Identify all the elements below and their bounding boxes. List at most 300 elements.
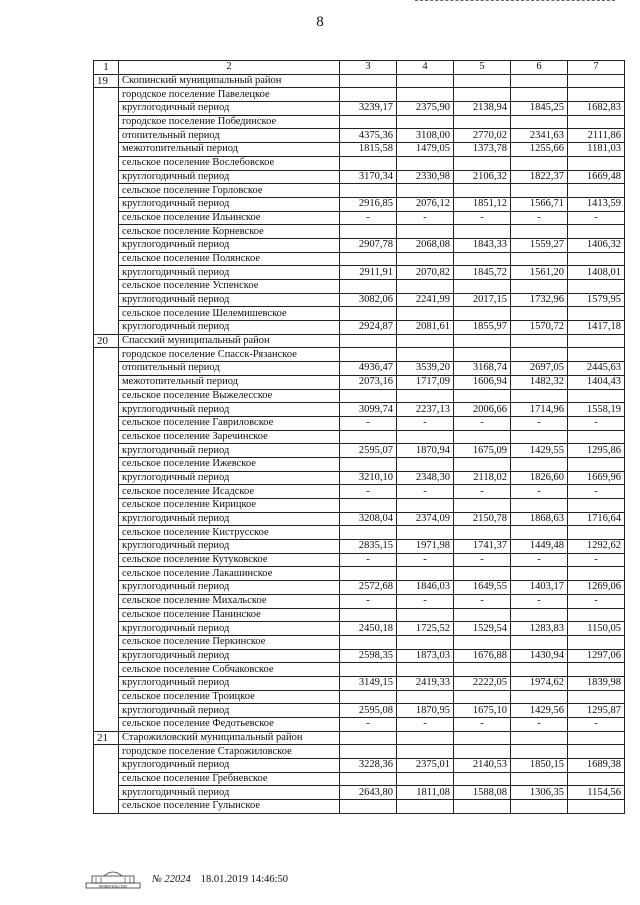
value-cell <box>454 608 511 622</box>
value-cell: - <box>454 594 511 608</box>
value-cell <box>568 88 625 102</box>
value-cell <box>568 156 625 170</box>
value-cell: 2375,90 <box>397 102 454 116</box>
value-cell <box>397 115 454 129</box>
value-cell <box>340 389 397 403</box>
value-cell: 3099,74 <box>340 403 397 417</box>
value-cell <box>511 252 568 266</box>
value-cell: 3108,00 <box>397 129 454 143</box>
row-name-cell: сельское поселение Кирицкое <box>119 499 340 513</box>
table-row-period <box>94 293 625 307</box>
value-cell <box>397 184 454 198</box>
row-name-cell: сельское поселение Михальское <box>119 594 340 608</box>
value-cell: 2835,15 <box>340 540 397 554</box>
row-name-cell: сельское поселение Перкинское <box>119 635 340 649</box>
table-row-period <box>94 266 625 280</box>
value-cell <box>454 74 511 88</box>
row-name-cell: городское поселение Павелецкое <box>119 88 340 102</box>
value-cell: 1716,64 <box>568 512 625 526</box>
value-cell <box>511 115 568 129</box>
row-number-cell <box>94 238 119 252</box>
value-cell: - <box>568 553 625 567</box>
value-cell <box>454 457 511 471</box>
value-cell: 1851,12 <box>454 197 511 211</box>
table-row-settlement <box>94 389 625 403</box>
row-name-cell: круглогодичный период <box>119 444 340 458</box>
row-name-cell: межотопительный период <box>119 143 340 157</box>
value-cell: 1649,55 <box>454 581 511 595</box>
table-row-settlement <box>94 280 625 294</box>
table-row-period <box>94 211 625 225</box>
row-name-cell: круглогодичный период <box>119 403 340 417</box>
value-cell: 1839,98 <box>568 676 625 690</box>
row-name-cell: межотопительный период <box>119 375 340 389</box>
value-cell: 1255,66 <box>511 143 568 157</box>
row-name-cell: городское поселение Спасск-Рязанское <box>119 348 340 362</box>
row-number-cell <box>94 293 119 307</box>
value-cell: 2006,66 <box>454 403 511 417</box>
value-cell <box>568 115 625 129</box>
row-number-cell <box>94 321 119 335</box>
value-cell: 1689,38 <box>568 759 625 773</box>
row-name-cell: сельское поселение Ижевское <box>119 457 340 471</box>
row-name-cell: Скопинский муниципальный район <box>119 74 340 88</box>
table-row-period <box>94 676 625 690</box>
value-cell: 1413,59 <box>568 197 625 211</box>
value-cell <box>340 526 397 540</box>
page-number: 8 <box>316 14 324 30</box>
table-body <box>94 74 625 813</box>
value-cell: - <box>397 485 454 499</box>
value-cell <box>568 225 625 239</box>
row-number-cell <box>94 594 119 608</box>
value-cell: 2770,02 <box>454 129 511 143</box>
value-cell <box>397 772 454 786</box>
row-number-cell <box>94 540 119 554</box>
value-cell: - <box>511 594 568 608</box>
value-cell: 4936,47 <box>340 362 397 376</box>
value-cell: 2138,94 <box>454 102 511 116</box>
value-cell: 1676,88 <box>454 649 511 663</box>
row-number-cell <box>94 170 119 184</box>
table-row-period <box>94 759 625 773</box>
row-number-cell <box>94 348 119 362</box>
value-cell <box>340 690 397 704</box>
value-cell: - <box>340 594 397 608</box>
row-name-cell: сельское поселение Гребневское <box>119 772 340 786</box>
table-row-settlement <box>94 745 625 759</box>
government-building-logo <box>84 868 142 890</box>
value-cell: 2073,16 <box>340 375 397 389</box>
value-cell: 2911,91 <box>340 266 397 280</box>
value-cell <box>454 280 511 294</box>
row-name-cell: круглогодичный период <box>119 649 340 663</box>
value-cell <box>511 663 568 677</box>
row-number-cell: 21 <box>94 731 119 745</box>
value-cell <box>454 567 511 581</box>
value-cell: 1154,56 <box>568 786 625 800</box>
value-cell: 1150,05 <box>568 622 625 636</box>
value-cell <box>568 690 625 704</box>
value-cell <box>340 225 397 239</box>
value-cell: 2419,33 <box>397 676 454 690</box>
value-cell <box>568 307 625 321</box>
row-name-cell: сельское поселение Гавриловское <box>119 416 340 430</box>
value-cell <box>454 156 511 170</box>
value-cell <box>340 252 397 266</box>
row-name-cell: круглогодичный период <box>119 321 340 335</box>
value-cell <box>454 663 511 677</box>
row-number-cell <box>94 389 119 403</box>
row-number-cell <box>94 718 119 732</box>
row-name-cell: круглогодичный период <box>119 512 340 526</box>
value-cell: 1855,97 <box>454 321 511 335</box>
footer <box>84 868 288 890</box>
value-cell: 4375,36 <box>340 129 397 143</box>
table-row-period <box>94 553 625 567</box>
value-cell: 2017,15 <box>454 293 511 307</box>
row-name-cell: отопительный период <box>119 362 340 376</box>
table-row-settlement <box>94 772 625 786</box>
value-cell: 3210,10 <box>340 471 397 485</box>
value-cell <box>511 635 568 649</box>
row-number-cell <box>94 772 119 786</box>
value-cell <box>454 307 511 321</box>
value-cell <box>511 156 568 170</box>
value-cell <box>511 74 568 88</box>
value-cell: 1846,03 <box>397 581 454 595</box>
value-cell <box>511 499 568 513</box>
value-cell <box>397 731 454 745</box>
value-cell: 1822,37 <box>511 170 568 184</box>
value-cell <box>568 635 625 649</box>
value-cell <box>397 307 454 321</box>
table-row-period <box>94 622 625 636</box>
table-row-period <box>94 704 625 718</box>
table-row-period <box>94 786 625 800</box>
value-cell: 1606,94 <box>454 375 511 389</box>
value-cell: - <box>340 211 397 225</box>
row-number-cell <box>94 307 119 321</box>
value-cell <box>340 115 397 129</box>
row-name-cell: круглогодичный период <box>119 581 340 595</box>
value-cell: 1295,87 <box>568 704 625 718</box>
value-cell: 3239,17 <box>340 102 397 116</box>
value-cell: 2111,86 <box>568 129 625 143</box>
row-name-cell: сельское поселение Заречинское <box>119 430 340 444</box>
table-row-period <box>94 540 625 554</box>
value-cell: 1870,94 <box>397 444 454 458</box>
row-name-cell: круглогодичный период <box>119 759 340 773</box>
table-row-period <box>94 649 625 663</box>
value-cell: 1406,32 <box>568 238 625 252</box>
value-cell <box>397 663 454 677</box>
value-cell <box>340 184 397 198</box>
value-cell: 1675,10 <box>454 704 511 718</box>
row-name-cell: сельское поселение Троицкое <box>119 690 340 704</box>
row-name-cell: круглогодичный период <box>119 102 340 116</box>
row-name-cell: сельское поселение Исадское <box>119 485 340 499</box>
scan-edge-mark <box>415 0 615 7</box>
value-cell <box>340 800 397 814</box>
row-name-cell: Спасский муниципальный район <box>119 334 340 348</box>
value-cell: 1588,08 <box>454 786 511 800</box>
value-cell <box>397 389 454 403</box>
row-number-cell <box>94 745 119 759</box>
value-cell: 1732,96 <box>511 293 568 307</box>
value-cell: 1283,83 <box>511 622 568 636</box>
value-cell: 1974,62 <box>511 676 568 690</box>
value-cell <box>397 430 454 444</box>
row-number-cell <box>94 567 119 581</box>
value-cell <box>397 499 454 513</box>
row-name-cell: круглогодичный период <box>119 266 340 280</box>
table-row-settlement <box>94 348 625 362</box>
value-cell <box>568 457 625 471</box>
value-cell: 1373,78 <box>454 143 511 157</box>
row-name-cell: круглогодичный период <box>119 197 340 211</box>
value-cell: 2118,02 <box>454 471 511 485</box>
value-cell: 1529,54 <box>454 622 511 636</box>
row-number-cell <box>94 512 119 526</box>
value-cell <box>568 800 625 814</box>
value-cell <box>397 690 454 704</box>
value-cell <box>568 74 625 88</box>
table-row-period <box>94 197 625 211</box>
value-cell: 2068,08 <box>397 238 454 252</box>
value-cell: 1868,63 <box>511 512 568 526</box>
row-number-cell <box>94 800 119 814</box>
value-cell: 3082,06 <box>340 293 397 307</box>
value-cell <box>511 745 568 759</box>
value-cell <box>454 184 511 198</box>
row-number-cell: 19 <box>94 74 119 88</box>
value-cell: 1579,95 <box>568 293 625 307</box>
value-cell: 1269,06 <box>568 581 625 595</box>
table-row-settlement <box>94 307 625 321</box>
table-row-settlement <box>94 115 625 129</box>
value-cell: 1417,18 <box>568 321 625 335</box>
row-name-cell: сельское поселение Кутуковское <box>119 553 340 567</box>
value-cell <box>511 526 568 540</box>
row-name-cell: сельское поселение Собчаковское <box>119 663 340 677</box>
value-cell <box>397 348 454 362</box>
value-cell: 2140,53 <box>454 759 511 773</box>
table-row-settlement <box>94 156 625 170</box>
value-cell: 1292,62 <box>568 540 625 554</box>
value-cell: 1826,60 <box>511 471 568 485</box>
value-cell <box>340 74 397 88</box>
row-number-cell <box>94 184 119 198</box>
table-row-period <box>94 362 625 376</box>
value-cell <box>511 772 568 786</box>
value-cell <box>340 635 397 649</box>
value-cell <box>397 252 454 266</box>
value-cell: 1850,15 <box>511 759 568 773</box>
value-cell: 2375,01 <box>397 759 454 773</box>
value-cell <box>511 184 568 198</box>
value-cell <box>397 225 454 239</box>
value-cell <box>568 348 625 362</box>
value-cell: 1669,96 <box>568 471 625 485</box>
value-cell <box>397 800 454 814</box>
row-number-cell <box>94 526 119 540</box>
value-cell: 1306,35 <box>511 786 568 800</box>
row-number-cell <box>94 88 119 102</box>
row-name-cell: городское поселение Старожиловское <box>119 745 340 759</box>
value-cell <box>454 88 511 102</box>
table-row-period <box>94 129 625 143</box>
value-cell: - <box>511 553 568 567</box>
value-cell <box>397 526 454 540</box>
value-cell <box>340 348 397 362</box>
value-cell <box>340 745 397 759</box>
row-number-cell <box>94 759 119 773</box>
value-cell: - <box>397 553 454 567</box>
row-name-cell: сельское поселение Полянское <box>119 252 340 266</box>
row-number-cell <box>94 430 119 444</box>
row-number-cell <box>94 102 119 116</box>
value-cell <box>454 690 511 704</box>
value-cell: 2572,68 <box>340 581 397 595</box>
table-row-settlement <box>94 690 625 704</box>
row-number-cell <box>94 129 119 143</box>
row-number-cell <box>94 266 119 280</box>
row-number-cell <box>94 457 119 471</box>
value-cell: - <box>397 594 454 608</box>
value-cell: 1669,48 <box>568 170 625 184</box>
row-number-cell: 20 <box>94 334 119 348</box>
row-name-cell: сельское поселение Лакашинское <box>119 567 340 581</box>
value-cell: 2445,63 <box>568 362 625 376</box>
value-cell <box>340 731 397 745</box>
row-number-cell <box>94 676 119 690</box>
row-number-cell <box>94 786 119 800</box>
value-cell: - <box>511 718 568 732</box>
row-number-cell <box>94 581 119 595</box>
value-cell <box>568 663 625 677</box>
value-cell: 1408,01 <box>568 266 625 280</box>
value-cell <box>568 334 625 348</box>
value-cell: - <box>454 553 511 567</box>
value-cell: - <box>454 485 511 499</box>
value-cell: 1561,20 <box>511 266 568 280</box>
header-cell: 2 <box>119 61 340 75</box>
value-cell: - <box>568 594 625 608</box>
table-row-settlement <box>94 252 625 266</box>
row-number-cell <box>94 485 119 499</box>
value-cell <box>568 772 625 786</box>
table-row-settlement <box>94 499 625 513</box>
value-cell: - <box>397 211 454 225</box>
value-cell: - <box>340 485 397 499</box>
value-cell: 1429,55 <box>511 444 568 458</box>
value-cell: 3168,74 <box>454 362 511 376</box>
value-cell: 2916,85 <box>340 197 397 211</box>
value-cell <box>340 608 397 622</box>
tariff-table <box>93 60 625 814</box>
value-cell <box>568 567 625 581</box>
value-cell: 2081,61 <box>397 321 454 335</box>
value-cell <box>568 280 625 294</box>
row-number-cell <box>94 663 119 677</box>
value-cell: 1429,56 <box>511 704 568 718</box>
row-name-cell: круглогодичный период <box>119 170 340 184</box>
value-cell: - <box>397 416 454 430</box>
row-name-cell: городское поселение Побединское <box>119 115 340 129</box>
value-cell: 1843,33 <box>454 238 511 252</box>
row-name-cell: сельское поселение Корневское <box>119 225 340 239</box>
value-cell: - <box>454 416 511 430</box>
value-cell: 2241,99 <box>397 293 454 307</box>
value-cell: 1717,09 <box>397 375 454 389</box>
value-cell: - <box>454 718 511 732</box>
value-cell: 1815,58 <box>340 143 397 157</box>
row-number-cell <box>94 690 119 704</box>
value-cell <box>340 499 397 513</box>
value-cell <box>340 334 397 348</box>
row-name-cell: сельское поселение Гулынское <box>119 800 340 814</box>
value-cell: - <box>397 718 454 732</box>
value-cell: 2237,13 <box>397 403 454 417</box>
value-cell <box>454 731 511 745</box>
table-row-period <box>94 512 625 526</box>
row-number-cell <box>94 156 119 170</box>
row-number-cell <box>94 416 119 430</box>
value-cell: 1181,03 <box>568 143 625 157</box>
header-cell: 6 <box>511 61 568 75</box>
table-row-settlement <box>94 526 625 540</box>
value-cell <box>568 731 625 745</box>
header-cell: 1 <box>94 61 119 75</box>
value-cell: 2374,09 <box>397 512 454 526</box>
table-row-period <box>94 718 625 732</box>
value-cell: - <box>454 211 511 225</box>
row-number-cell <box>94 252 119 266</box>
header-cell: 7 <box>568 61 625 75</box>
document-number: № 22024 <box>152 873 191 885</box>
value-cell <box>568 252 625 266</box>
value-cell: 1675,09 <box>454 444 511 458</box>
value-cell: 2348,30 <box>397 471 454 485</box>
value-cell <box>340 156 397 170</box>
value-cell: 3149,15 <box>340 676 397 690</box>
value-cell: 1682,83 <box>568 102 625 116</box>
value-cell <box>568 430 625 444</box>
table-row-period <box>94 403 625 417</box>
row-number-cell <box>94 649 119 663</box>
value-cell <box>454 348 511 362</box>
table-row-period <box>94 485 625 499</box>
row-number-cell <box>94 143 119 157</box>
value-cell: 2150,78 <box>454 512 511 526</box>
row-number-cell <box>94 499 119 513</box>
row-number-cell <box>94 704 119 718</box>
value-cell: 2341,63 <box>511 129 568 143</box>
row-name-cell: круглогодичный период <box>119 704 340 718</box>
row-number-cell <box>94 115 119 129</box>
value-cell: - <box>340 553 397 567</box>
row-number-cell <box>94 444 119 458</box>
row-name-cell: сельское поселение Панинское <box>119 608 340 622</box>
value-cell <box>340 88 397 102</box>
value-cell: 1845,72 <box>454 266 511 280</box>
value-cell <box>397 156 454 170</box>
row-number-cell <box>94 375 119 389</box>
value-cell: 1403,17 <box>511 581 568 595</box>
value-cell <box>454 635 511 649</box>
value-cell <box>397 567 454 581</box>
